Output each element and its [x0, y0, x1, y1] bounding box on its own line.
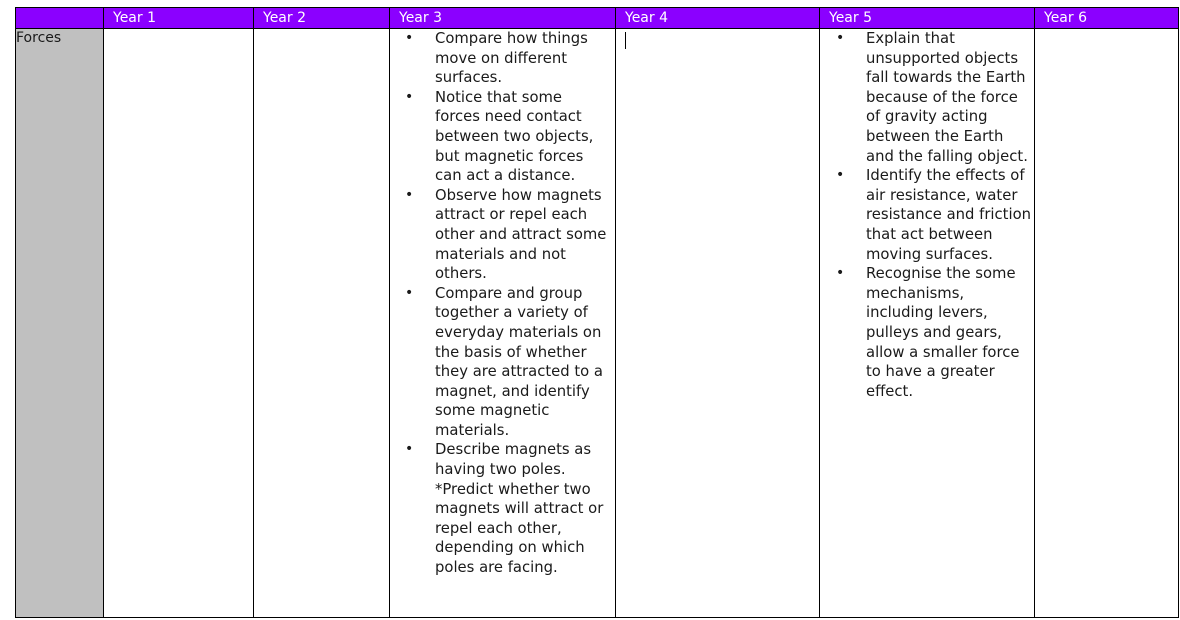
year-5-objectives-list	[820, 29, 1034, 401]
header-year-4: Year 4	[616, 8, 820, 29]
header-year-5: Year 5	[820, 8, 1035, 29]
list-item: • Observe how magnets attract or repel each other and attract some materials and not others.	[390, 186, 615, 284]
subject-cell[interactable]	[16, 29, 104, 618]
header-row	[16, 8, 1179, 29]
list-item: • Notice that some forces need contact between two objects, but magnetic forces can act a distance.	[390, 88, 615, 186]
list-item: • Compare and group together a variety of everyday materials on the basis of whether they are attracted to a magnet, and identify some magnetic materials.	[390, 284, 615, 441]
list-item: • Recognise the some mechanisms, including levers, pulleys and gears, allow a smaller force to have a greater effect.	[820, 264, 1034, 401]
curriculum-table	[15, 7, 1178, 618]
science-curriculum-grid	[15, 7, 1179, 618]
year-6-cell[interactable]	[1035, 29, 1179, 618]
list-item: • Describe magnets as having two poles. *Predict whether two magnets will attract or repel each other, depending on which poles are facing.	[390, 440, 615, 577]
header-year-6: Year 6	[1035, 8, 1179, 29]
year-3-objectives-list	[390, 29, 615, 578]
text-cursor	[625, 32, 626, 49]
list-item: • Compare how things move on different surfaces.	[390, 29, 615, 88]
year-2-cell[interactable]	[254, 29, 390, 618]
header-corner-cell	[16, 8, 104, 29]
header-year-1: Year 1	[104, 8, 254, 29]
header-year-2: Year 2	[254, 8, 390, 29]
year-5-cell[interactable]	[820, 29, 1035, 618]
list-item: • Identify the effects of air resistance, water resistance and friction that act between moving surfaces.	[820, 166, 1034, 264]
subject-label: Forces	[16, 30, 62, 46]
year-4-cell[interactable]	[616, 29, 820, 618]
forces-row	[16, 29, 1179, 618]
year-3-cell[interactable]	[390, 29, 616, 618]
header-year-3: Year 3	[390, 8, 616, 29]
list-item: • Explain that unsupported objects fall towards the Earth because of the force of gravity acting between the Earth and the falling object.	[820, 29, 1034, 166]
year-1-cell[interactable]	[104, 29, 254, 618]
